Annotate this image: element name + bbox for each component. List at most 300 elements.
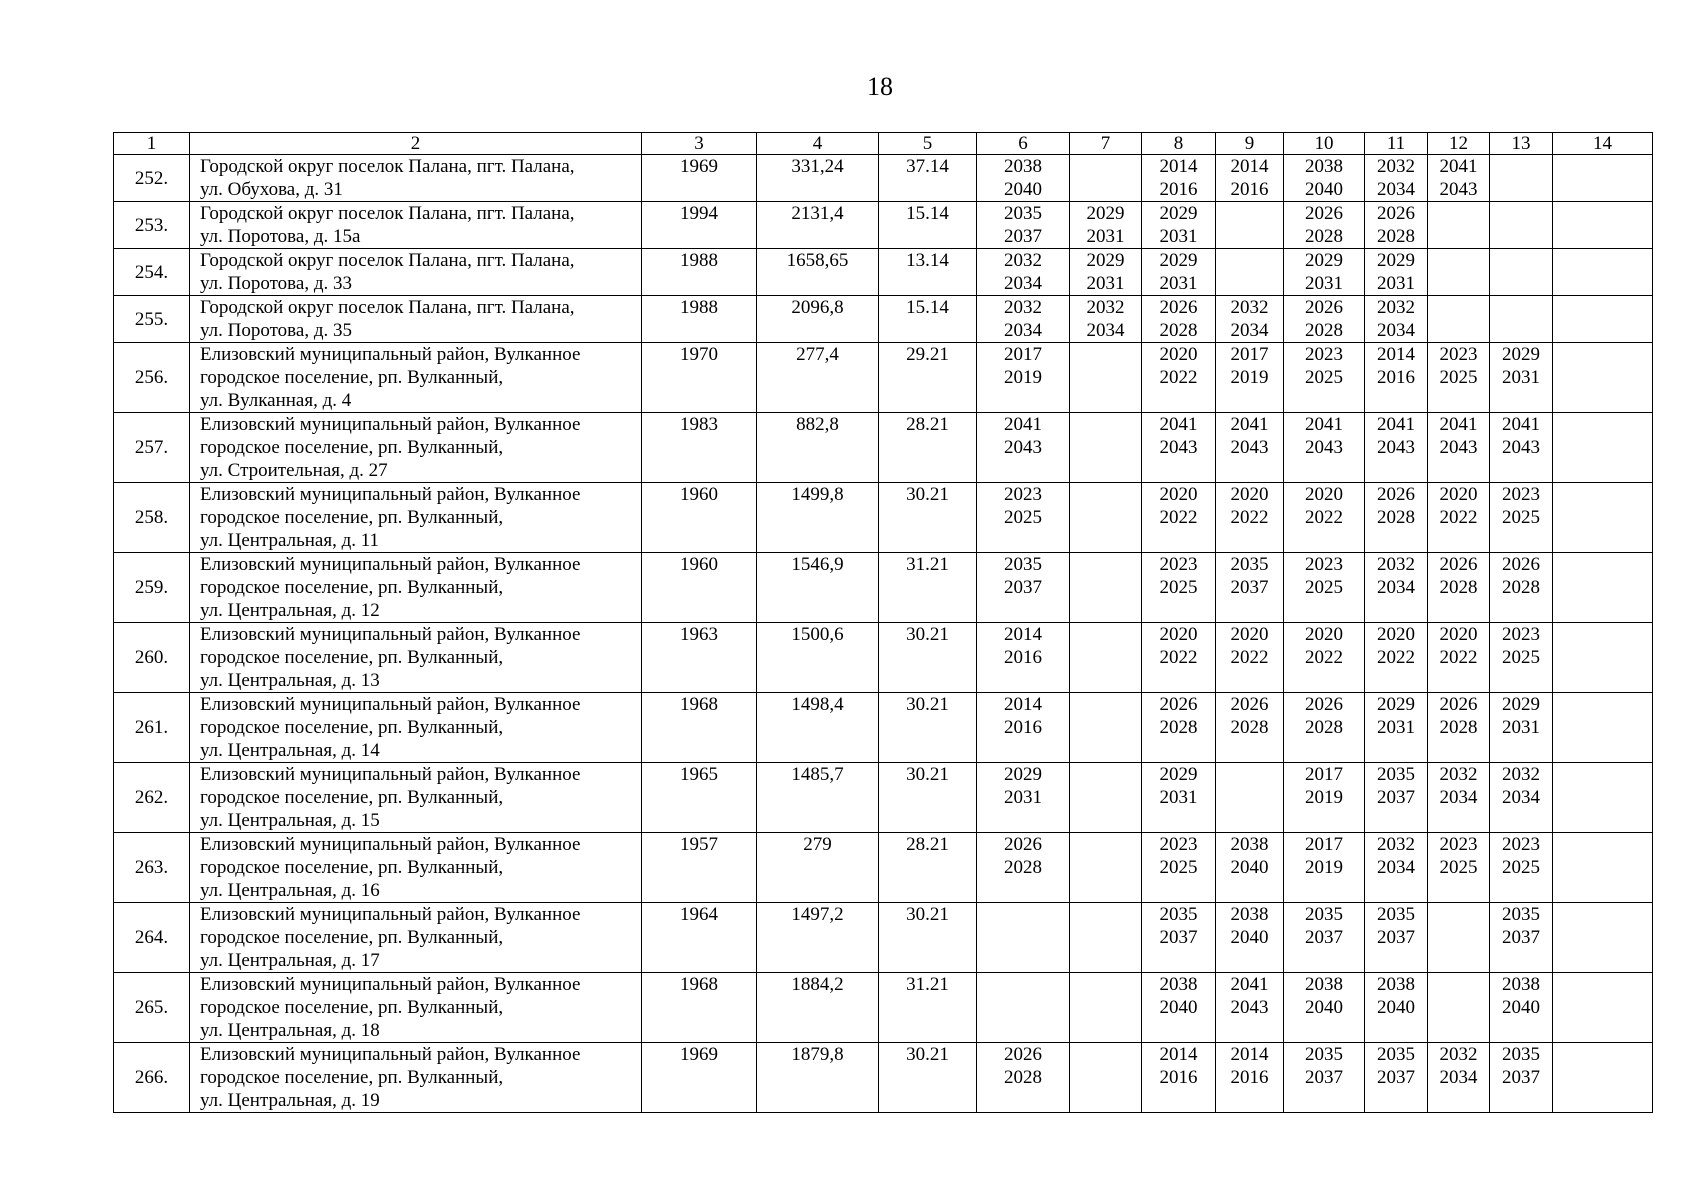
- year-value: 2022: [1377, 647, 1415, 668]
- cell-c13: [1490, 553, 1553, 623]
- year-value: 2029: [1004, 764, 1042, 785]
- cell-c3: 1965: [642, 763, 757, 833]
- year-value: 2016: [1230, 1067, 1269, 1088]
- year-value: 2031: [1004, 787, 1042, 808]
- year-value: 2020: [1159, 624, 1198, 645]
- year-value: 2016: [1159, 1067, 1198, 1088]
- year-value: 2028: [1159, 717, 1198, 738]
- address-cell: [190, 693, 642, 763]
- year-value: 2025: [1439, 857, 1478, 878]
- cell-c8: [1142, 413, 1216, 483]
- year-value: 2031: [1502, 717, 1540, 738]
- year-value: 2038: [1305, 974, 1343, 995]
- address-line: ул. Обухова, д. 31: [200, 179, 343, 200]
- table-row: [114, 202, 1653, 249]
- cell-c13: [1490, 763, 1553, 833]
- table-row: [114, 693, 1653, 763]
- year-value: 2040: [1230, 927, 1269, 948]
- year-value: 2043: [1159, 437, 1198, 458]
- cell-c6: [977, 296, 1070, 343]
- cell-c11: [1365, 763, 1428, 833]
- cell-c13: [1490, 249, 1553, 296]
- cell-c13: [1490, 413, 1553, 483]
- column-header-13: 13: [1490, 133, 1553, 155]
- cell-c4: 277,4: [757, 343, 879, 413]
- cell-c12: [1428, 296, 1490, 343]
- year-value: 2043: [1439, 437, 1478, 458]
- address-line: Городской округ поселок Палана, пгт. Палана,: [200, 156, 575, 177]
- cell-c4: 331,24: [757, 155, 879, 202]
- year-value: 2043: [1305, 437, 1343, 458]
- cell-c11: [1365, 343, 1428, 413]
- year-value: 2026: [1004, 834, 1042, 855]
- year-value: 2029: [1502, 344, 1540, 365]
- year-value: 2023: [1305, 344, 1343, 365]
- cell-c7: [1070, 763, 1142, 833]
- cell-c4: 2131,4: [757, 202, 879, 249]
- cell-c12: [1428, 693, 1490, 763]
- table-row: [114, 343, 1653, 413]
- cell-c9: [1216, 202, 1284, 249]
- cell-c7: [1070, 903, 1142, 973]
- cell-c11: [1365, 973, 1428, 1043]
- cell-c11: [1365, 202, 1428, 249]
- year-value: 2019: [1230, 367, 1269, 388]
- address-line: городское поселение, рп. Вулканный,: [200, 927, 504, 948]
- cell-c4: 279: [757, 833, 879, 903]
- year-value: 2034: [1377, 179, 1415, 200]
- address-cell: [190, 155, 642, 202]
- address-line: городское поселение, рп. Вулканный,: [200, 717, 504, 738]
- cell-c13: [1490, 693, 1553, 763]
- address-cell: [190, 903, 642, 973]
- cell-c7: [1070, 155, 1142, 202]
- year-value: 2020: [1439, 624, 1478, 645]
- year-value: 2022: [1439, 647, 1478, 668]
- year-value: 2035: [1502, 1044, 1540, 1065]
- cell-c12: [1428, 483, 1490, 553]
- address-line: городское поселение, рп. Вулканный,: [200, 787, 504, 808]
- row-number: 264.: [114, 903, 190, 973]
- cell-c7: [1070, 833, 1142, 903]
- cell-c6: [977, 343, 1070, 413]
- cell-c11: [1365, 155, 1428, 202]
- cell-c3: 1968: [642, 973, 757, 1043]
- row-number: 260.: [114, 623, 190, 693]
- cell-c6: [977, 833, 1070, 903]
- cell-c8: [1142, 483, 1216, 553]
- cell-c6: [977, 249, 1070, 296]
- year-value: 2032: [1377, 297, 1415, 318]
- address-line: ул. Центральная, д. 11: [200, 530, 380, 551]
- year-value: 2041: [1377, 414, 1415, 435]
- year-value: 2034: [1377, 577, 1415, 598]
- year-value: 2031: [1159, 787, 1198, 808]
- cell-c5: 28.21: [879, 833, 977, 903]
- table-row: [114, 483, 1653, 553]
- cell-c11: [1365, 903, 1428, 973]
- column-header-1: 1: [114, 133, 190, 155]
- year-value: 2032: [1230, 297, 1269, 318]
- year-value: 2038: [1230, 834, 1269, 855]
- cell-c8: [1142, 623, 1216, 693]
- cell-c14: [1553, 553, 1653, 623]
- year-value: 2016: [1004, 717, 1042, 738]
- year-value: 2035: [1377, 1044, 1415, 1065]
- table-body: [114, 155, 1653, 1113]
- cell-c13: [1490, 903, 1553, 973]
- year-value: 2025: [1159, 577, 1198, 598]
- address-cell: [190, 413, 642, 483]
- table-row: [114, 623, 1653, 693]
- address-line: ул. Поротова, д. 33: [200, 273, 352, 294]
- year-value: 2035: [1377, 904, 1415, 925]
- cell-c11: [1365, 553, 1428, 623]
- cell-c3: 1988: [642, 249, 757, 296]
- address-cell: [190, 553, 642, 623]
- address-line: ул. Центральная, д. 15: [200, 810, 380, 831]
- year-value: 2037: [1230, 577, 1269, 598]
- table-row: [114, 553, 1653, 623]
- cell-c13: [1490, 833, 1553, 903]
- cell-c7: [1070, 553, 1142, 623]
- address-line: ул. Центральная, д. 12: [200, 600, 380, 621]
- address-cell: [190, 763, 642, 833]
- year-value: 2043: [1377, 437, 1415, 458]
- cell-c14: [1553, 296, 1653, 343]
- column-header-8: 8: [1142, 133, 1216, 155]
- address-line: ул. Центральная, д. 14: [200, 740, 380, 761]
- cell-c12: [1428, 973, 1490, 1043]
- cell-c9: [1216, 296, 1284, 343]
- year-value: 2022: [1305, 647, 1343, 668]
- cell-c10: [1284, 1043, 1365, 1113]
- year-value: 2026: [1502, 554, 1540, 575]
- row-number: 259.: [114, 553, 190, 623]
- year-value: 2035: [1004, 203, 1042, 224]
- row-number: 252.: [114, 155, 190, 202]
- cell-c5: 30.21: [879, 763, 977, 833]
- cell-c14: [1553, 693, 1653, 763]
- year-value: 2025: [1502, 507, 1540, 528]
- cell-c8: [1142, 833, 1216, 903]
- cell-c5: 30.21: [879, 1043, 977, 1113]
- cell-c13: [1490, 343, 1553, 413]
- year-value: 2017: [1305, 834, 1343, 855]
- year-value: 2026: [1305, 297, 1343, 318]
- year-value: 2019: [1305, 787, 1343, 808]
- year-value: 2040: [1159, 997, 1198, 1018]
- year-value: 2041: [1439, 414, 1478, 435]
- year-value: 2031: [1086, 226, 1125, 247]
- year-value: 2020: [1230, 624, 1269, 645]
- address-cell: [190, 483, 642, 553]
- column-header-10: 10: [1284, 133, 1365, 155]
- address-line: ул. Вулканная, д. 4: [200, 390, 352, 411]
- cell-c11: [1365, 296, 1428, 343]
- address-line: ул. Поротова, д. 15а: [200, 226, 361, 247]
- cell-c6: [977, 903, 1070, 973]
- year-value: 2026: [1305, 694, 1343, 715]
- cell-c14: [1553, 155, 1653, 202]
- cell-c14: [1553, 1043, 1653, 1113]
- cell-c9: [1216, 693, 1284, 763]
- cell-c11: [1365, 623, 1428, 693]
- cell-c3: 1963: [642, 623, 757, 693]
- year-value: 2026: [1305, 203, 1343, 224]
- address-cell: [190, 202, 642, 249]
- cell-c7: [1070, 249, 1142, 296]
- page-number: 18: [867, 72, 893, 101]
- year-value: 2026: [1377, 484, 1415, 505]
- cell-c14: [1553, 763, 1653, 833]
- year-value: 2034: [1230, 320, 1269, 341]
- year-value: 2020: [1230, 484, 1269, 505]
- row-number: 256.: [114, 343, 190, 413]
- year-value: 2023: [1159, 554, 1198, 575]
- column-header-12: 12: [1428, 133, 1490, 155]
- cell-c13: [1490, 973, 1553, 1043]
- cell-c10: [1284, 155, 1365, 202]
- cell-c13: [1490, 1043, 1553, 1113]
- year-value: 2026: [1439, 694, 1478, 715]
- year-value: 2034: [1377, 320, 1415, 341]
- table-row: [114, 1043, 1653, 1113]
- address-line: Елизовский муниципальный район, Вулканное: [200, 414, 581, 435]
- year-value: 2025: [1004, 507, 1042, 528]
- year-value: 2022: [1159, 367, 1198, 388]
- year-value: 2014: [1230, 1044, 1269, 1065]
- cell-c3: 1994: [642, 202, 757, 249]
- year-value: 2026: [1230, 694, 1269, 715]
- cell-c10: [1284, 693, 1365, 763]
- year-value: 2017: [1230, 344, 1269, 365]
- cell-c5: 15.14: [879, 296, 977, 343]
- year-value: 2037: [1159, 927, 1198, 948]
- table-row: [114, 903, 1653, 973]
- cell-c4: 1884,2: [757, 973, 879, 1043]
- address-line: городское поселение, рп. Вулканный,: [200, 1067, 504, 1088]
- table-row: [114, 296, 1653, 343]
- cell-c9: [1216, 483, 1284, 553]
- year-value: 2028: [1305, 717, 1343, 738]
- year-value: 2029: [1159, 764, 1198, 785]
- cell-c12: [1428, 343, 1490, 413]
- cell-c12: [1428, 1043, 1490, 1113]
- cell-c3: 1968: [642, 693, 757, 763]
- year-value: 2041: [1439, 156, 1478, 177]
- cell-c12: [1428, 623, 1490, 693]
- cell-c4: 1658,65: [757, 249, 879, 296]
- year-value: 2037: [1305, 927, 1343, 948]
- cell-c8: [1142, 763, 1216, 833]
- year-value: 2037: [1502, 1067, 1540, 1088]
- year-value: 2029: [1159, 250, 1198, 271]
- year-value: 2020: [1377, 624, 1415, 645]
- cell-c14: [1553, 903, 1653, 973]
- year-value: 2020: [1305, 484, 1343, 505]
- cell-c8: [1142, 553, 1216, 623]
- cell-c4: 1499,8: [757, 483, 879, 553]
- year-value: 2025: [1502, 857, 1540, 878]
- cell-c10: [1284, 249, 1365, 296]
- cell-c11: [1365, 249, 1428, 296]
- address-line: Городской округ поселок Палана, пгт. Палана,: [200, 297, 575, 318]
- year-value: 2037: [1377, 1067, 1415, 1088]
- cell-c14: [1553, 413, 1653, 483]
- year-value: 2029: [1377, 250, 1415, 271]
- cell-c8: [1142, 249, 1216, 296]
- row-number: 263.: [114, 833, 190, 903]
- cell-c6: [977, 413, 1070, 483]
- year-value: 2034: [1439, 787, 1478, 808]
- year-value: 2043: [1502, 437, 1540, 458]
- cell-c13: [1490, 296, 1553, 343]
- cell-c7: [1070, 693, 1142, 763]
- row-number: 254.: [114, 249, 190, 296]
- cell-c7: [1070, 296, 1142, 343]
- year-value: 2032: [1439, 764, 1478, 785]
- cell-c4: 1485,7: [757, 763, 879, 833]
- address-line: Городской округ поселок Палана, пгт. Палана,: [200, 250, 575, 271]
- year-value: 2037: [1004, 226, 1042, 247]
- cell-c12: [1428, 413, 1490, 483]
- column-header-14: 14: [1553, 133, 1653, 155]
- column-header-4: 4: [757, 133, 879, 155]
- address-line: ул. Центральная, д. 13: [200, 670, 380, 691]
- year-value: 2035: [1305, 904, 1343, 925]
- year-value: 2034: [1004, 320, 1042, 341]
- address-line: Елизовский муниципальный район, Вулканное: [200, 484, 581, 505]
- year-value: 2028: [1439, 717, 1478, 738]
- year-value: 2029: [1159, 203, 1198, 224]
- year-value: 2023: [1439, 834, 1478, 855]
- year-value: 2031: [1502, 367, 1540, 388]
- housing-table: [113, 132, 1653, 1113]
- year-value: 2032: [1377, 554, 1415, 575]
- year-value: 2038: [1230, 904, 1269, 925]
- year-value: 2023: [1004, 484, 1042, 505]
- cell-c10: [1284, 296, 1365, 343]
- cell-c6: [977, 483, 1070, 553]
- address-line: ул. Центральная, д. 17: [200, 950, 380, 971]
- year-value: 2019: [1305, 857, 1343, 878]
- year-value: 2040: [1305, 179, 1343, 200]
- cell-c3: 1970: [642, 343, 757, 413]
- year-value: 2043: [1439, 179, 1478, 200]
- cell-c14: [1553, 249, 1653, 296]
- table-row: [114, 763, 1653, 833]
- cell-c8: [1142, 903, 1216, 973]
- year-value: 2037: [1305, 1067, 1343, 1088]
- address-line: Елизовский муниципальный район, Вулканное: [200, 554, 581, 575]
- cell-c6: [977, 693, 1070, 763]
- year-value: 2032: [1377, 156, 1415, 177]
- year-value: 2029: [1086, 250, 1125, 271]
- year-value: 2023: [1502, 624, 1540, 645]
- cell-c10: [1284, 553, 1365, 623]
- address-line: городское поселение, рп. Вулканный,: [200, 857, 504, 878]
- year-value: 2016: [1159, 179, 1198, 200]
- year-value: 2029: [1305, 250, 1343, 271]
- cell-c9: [1216, 249, 1284, 296]
- cell-c5: 28.21: [879, 413, 977, 483]
- year-value: 2017: [1004, 344, 1042, 365]
- table-row: [114, 973, 1653, 1043]
- address-line: городское поселение, рп. Вулканный,: [200, 367, 504, 388]
- year-value: 2038: [1502, 974, 1540, 995]
- address-line: Елизовский муниципальный район, Вулканное: [200, 624, 581, 645]
- year-value: 2029: [1086, 203, 1125, 224]
- year-value: 2037: [1377, 927, 1415, 948]
- year-value: 2020: [1305, 624, 1343, 645]
- address-cell: [190, 343, 642, 413]
- cell-c3: 1969: [642, 1043, 757, 1113]
- year-value: 2034: [1086, 320, 1125, 341]
- cell-c10: [1284, 763, 1365, 833]
- year-value: 2025: [1159, 857, 1198, 878]
- year-value: 2040: [1230, 857, 1269, 878]
- year-value: 2034: [1377, 857, 1415, 878]
- year-value: 2020: [1159, 484, 1198, 505]
- cell-c8: [1142, 973, 1216, 1043]
- cell-c12: [1428, 763, 1490, 833]
- cell-c11: [1365, 833, 1428, 903]
- cell-c5: 15.14: [879, 202, 977, 249]
- year-value: 2035: [1159, 904, 1198, 925]
- cell-c10: [1284, 202, 1365, 249]
- year-value: 2028: [1439, 577, 1478, 598]
- year-value: 2022: [1230, 507, 1269, 528]
- cell-c5: 31.21: [879, 973, 977, 1043]
- address-line: Городской округ поселок Палана, пгт. Палана,: [200, 203, 575, 224]
- year-value: 2038: [1159, 974, 1198, 995]
- cell-c10: [1284, 973, 1365, 1043]
- cell-c5: 13.14: [879, 249, 977, 296]
- year-value: 2032: [1377, 834, 1415, 855]
- year-value: 2031: [1086, 273, 1125, 294]
- cell-c5: 29.21: [879, 343, 977, 413]
- cell-c4: 1497,2: [757, 903, 879, 973]
- cell-c11: [1365, 693, 1428, 763]
- year-value: 2038: [1004, 156, 1042, 177]
- cell-c6: [977, 155, 1070, 202]
- address-line: Елизовский муниципальный район, Вулканное: [200, 904, 581, 925]
- cell-c5: 37.14: [879, 155, 977, 202]
- cell-c6: [977, 202, 1070, 249]
- address-line: Елизовский муниципальный район, Вулканное: [200, 694, 581, 715]
- address-cell: [190, 1043, 642, 1113]
- cell-c10: [1284, 413, 1365, 483]
- cell-c5: 30.21: [879, 903, 977, 973]
- cell-c11: [1365, 413, 1428, 483]
- cell-c6: [977, 623, 1070, 693]
- cell-c4: 2096,8: [757, 296, 879, 343]
- address-line: городское поселение, рп. Вулканный,: [200, 997, 504, 1018]
- address-line: Елизовский муниципальный район, Вулканное: [200, 834, 581, 855]
- year-value: 2032: [1439, 1044, 1478, 1065]
- year-value: 2043: [1230, 437, 1269, 458]
- cell-c7: [1070, 973, 1142, 1043]
- year-value: 2028: [1230, 717, 1269, 738]
- cell-c5: 30.21: [879, 483, 977, 553]
- cell-c9: [1216, 623, 1284, 693]
- year-value: 2040: [1377, 997, 1415, 1018]
- year-value: 2028: [1004, 1067, 1042, 1088]
- address-line: городское поселение, рп. Вулканный,: [200, 507, 504, 528]
- cell-c4: 1498,4: [757, 693, 879, 763]
- address-line: Елизовский муниципальный район, Вулканное: [200, 1044, 581, 1065]
